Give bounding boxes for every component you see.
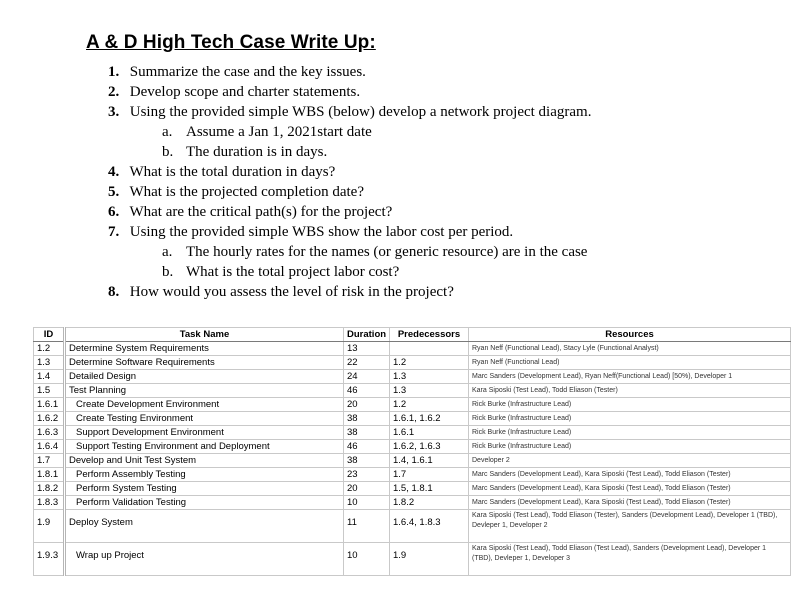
table-row xyxy=(34,356,791,370)
table-row xyxy=(34,398,791,412)
question-1 xyxy=(108,64,366,81)
question-text: What is the total project labor cost? xyxy=(186,264,400,280)
cell-task: Detailed Design xyxy=(65,370,344,384)
cell-id: 1.6.1 xyxy=(34,398,65,412)
cell-duration: 23 xyxy=(344,468,390,482)
question-3a xyxy=(162,124,372,141)
question-text: How would you assess the level of risk in the project? xyxy=(129,284,454,300)
cell-resources: Rick Burke (Infrastructure Lead) xyxy=(469,426,791,440)
cell-resources: Marc Sanders (Development Lead), Ryan Neff(Functional Lead) [50%), Developer 1 xyxy=(469,370,791,384)
question-5 xyxy=(108,184,364,201)
question-8 xyxy=(108,284,454,301)
cell-task: Determine Software Requirements xyxy=(65,356,344,370)
task-name-indented: Wrap up Project xyxy=(76,550,144,561)
task-name-indented: Perform Validation Testing xyxy=(76,497,187,508)
cell-resources: Ryan Neff (Functional Lead) xyxy=(469,356,791,370)
task-name-indented: Perform System Testing xyxy=(76,483,177,494)
table-header-row xyxy=(34,328,791,342)
question-text: Summarize the case and the key issues. xyxy=(129,64,366,80)
question-number: 5. xyxy=(108,184,120,200)
table-row xyxy=(34,440,791,454)
cell-duration: 22 xyxy=(344,356,390,370)
cell-task xyxy=(65,426,344,440)
wbs-table xyxy=(33,327,791,576)
cell-resources: Developer 2 xyxy=(469,454,791,468)
task-name-indented: Perform Assembly Testing xyxy=(76,469,186,480)
cell-id: 1.9.3 xyxy=(34,543,65,576)
cell-predecessors: 1.6.2, 1.6.3 xyxy=(390,440,469,454)
cell-task xyxy=(65,468,344,482)
question-7 xyxy=(108,224,513,241)
cell-task: Develop and Unit Test System xyxy=(65,454,344,468)
cell-predecessors xyxy=(390,342,469,356)
cell-duration: 38 xyxy=(344,426,390,440)
task-name-indented: Create Testing Environment xyxy=(76,413,194,424)
sub-question-letter: b. xyxy=(162,264,174,280)
table-row xyxy=(34,468,791,482)
cell-predecessors: 1.6.4, 1.8.3 xyxy=(390,510,469,543)
sub-question-letter: a. xyxy=(162,124,173,140)
question-number: 4. xyxy=(108,164,120,180)
cell-predecessors: 1.6.1, 1.6.2 xyxy=(390,412,469,426)
task-name-indented: Support Development Environment xyxy=(76,427,224,438)
question-text: The hourly rates for the names (or generic resource) are in the case xyxy=(186,244,588,260)
cell-task: Test Planning xyxy=(65,384,344,398)
table-row xyxy=(34,482,791,496)
cell-task: Determine System Requirements xyxy=(65,342,344,356)
table-row xyxy=(34,543,791,576)
table-row xyxy=(34,510,791,543)
table-row xyxy=(34,454,791,468)
cell-predecessors: 1.5, 1.8.1 xyxy=(390,482,469,496)
cell-id: 1.6.4 xyxy=(34,440,65,454)
cell-duration: 13 xyxy=(344,342,390,356)
question-text: Develop scope and charter statements. xyxy=(129,84,361,100)
question-4 xyxy=(108,164,335,181)
cell-id: 1.5 xyxy=(34,384,65,398)
table-row xyxy=(34,384,791,398)
cell-id: 1.6.2 xyxy=(34,412,65,426)
cell-resources: Rick Burke (Infrastructure Lead) xyxy=(469,440,791,454)
question-2 xyxy=(108,84,360,101)
cell-resources: Kara Siposki (Test Lead), Todd Eliason (Tester) xyxy=(469,384,791,398)
cell-resources: Rick Burke (Infrastructure Lead) xyxy=(469,412,791,426)
cell-duration: 46 xyxy=(344,440,390,454)
cell-id: 1.4 xyxy=(34,370,65,384)
cell-predecessors: 1.7 xyxy=(390,468,469,482)
sub-question-letter: b. xyxy=(162,144,174,160)
table-row xyxy=(34,426,791,440)
cell-task xyxy=(65,482,344,496)
question-number: 1. xyxy=(108,64,120,80)
cell-duration: 38 xyxy=(344,454,390,468)
cell-task xyxy=(65,543,344,576)
table-row xyxy=(34,370,791,384)
cell-id: 1.8.2 xyxy=(34,482,65,496)
question-6 xyxy=(108,204,392,221)
cell-id: 1.3 xyxy=(34,356,65,370)
cell-task: Deploy System xyxy=(65,510,344,543)
cell-task xyxy=(65,440,344,454)
cell-id: 1.9 xyxy=(34,510,65,543)
cell-resources: Marc Sanders (Development Lead), Kara Siposki (Test Lead), Todd Eliason (Tester) xyxy=(469,496,791,510)
cell-predecessors: 1.2 xyxy=(390,398,469,412)
cell-predecessors: 1.4, 1.6.1 xyxy=(390,454,469,468)
cell-duration: 24 xyxy=(344,370,390,384)
cell-predecessors: 1.3 xyxy=(390,370,469,384)
question-number: 8. xyxy=(108,284,120,300)
cell-predecessors: 1.8.2 xyxy=(390,496,469,510)
question-text: Using the provided simple WBS show the labor cost per period. xyxy=(129,224,514,240)
table-row xyxy=(34,496,791,510)
question-text: What are the critical path(s) for the project? xyxy=(129,204,393,220)
header-duration: Duration xyxy=(344,328,390,342)
question-7a xyxy=(162,244,587,261)
cell-duration: 10 xyxy=(344,496,390,510)
cell-duration: 38 xyxy=(344,412,390,426)
question-number: 3. xyxy=(108,104,120,120)
cell-predecessors: 1.6.1 xyxy=(390,426,469,440)
cell-id: 1.2 xyxy=(34,342,65,356)
cell-task xyxy=(65,496,344,510)
cell-task xyxy=(65,398,344,412)
cell-resources: Marc Sanders (Development Lead), Kara Siposki (Test Lead), Todd Eliason (Tester) xyxy=(469,468,791,482)
cell-resources: Rick Burke (Infrastructure Lead) xyxy=(469,398,791,412)
cell-duration: 20 xyxy=(344,398,390,412)
question-number: 2. xyxy=(108,84,120,100)
cell-duration: 11 xyxy=(344,510,390,543)
table-row xyxy=(34,342,791,356)
header-resources: Resources xyxy=(469,328,791,342)
cell-id: 1.6.3 xyxy=(34,426,65,440)
cell-predecessors: 1.2 xyxy=(390,356,469,370)
cell-resources: Ryan Neff (Functional Lead), Stacy Lyle (Functional Analyst) xyxy=(469,342,791,356)
cell-task xyxy=(65,412,344,426)
question-7b xyxy=(162,264,399,281)
cell-id: 1.8.3 xyxy=(34,496,65,510)
question-number: 6. xyxy=(108,204,120,220)
task-name-indented: Support Testing Environment and Deployment xyxy=(76,441,270,452)
cell-id: 1.8.1 xyxy=(34,468,65,482)
page-title: A & D High Tech Case Write Up: xyxy=(86,32,376,53)
question-text: What is the total duration in days? xyxy=(129,164,336,180)
question-text: The duration is in days. xyxy=(186,144,328,160)
header-id: ID xyxy=(34,328,65,342)
cell-resources: Kara Siposki (Test Lead), Todd Eliason (Tester), Sanders (Development Lead), Developer 1 (TBD), Devleper 1, Developer 2 xyxy=(469,510,791,543)
table-row xyxy=(34,412,791,426)
cell-duration: 10 xyxy=(344,543,390,576)
cell-duration: 20 xyxy=(344,482,390,496)
cell-duration: 46 xyxy=(344,384,390,398)
cell-predecessors: 1.9 xyxy=(390,543,469,576)
cell-resources: Kara Siposki (Test Lead), Todd Eliason (Test Lead), Sanders (Development Lead), Developer 1 (TBD), Devleper 1, Developer 3 xyxy=(469,543,791,576)
sub-question-letter: a. xyxy=(162,244,173,260)
question-number: 7. xyxy=(108,224,120,240)
question-3 xyxy=(108,104,591,121)
header-task-name: Task Name xyxy=(65,328,344,342)
header-predecessors: Predecessors xyxy=(390,328,469,342)
cell-predecessors: 1.3 xyxy=(390,384,469,398)
cell-resources: Marc Sanders (Development Lead), Kara Siposki (Test Lead), Todd Eliason (Tester) xyxy=(469,482,791,496)
cell-id: 1.7 xyxy=(34,454,65,468)
question-text: Assume a Jan 1, 2021start date xyxy=(186,124,372,140)
task-name-indented: Create Development Environment xyxy=(76,399,220,410)
question-3b xyxy=(162,144,327,161)
question-text: What is the projected completion date? xyxy=(129,184,364,200)
question-text: Using the provided simple WBS (below) develop a network project diagram. xyxy=(129,104,592,120)
